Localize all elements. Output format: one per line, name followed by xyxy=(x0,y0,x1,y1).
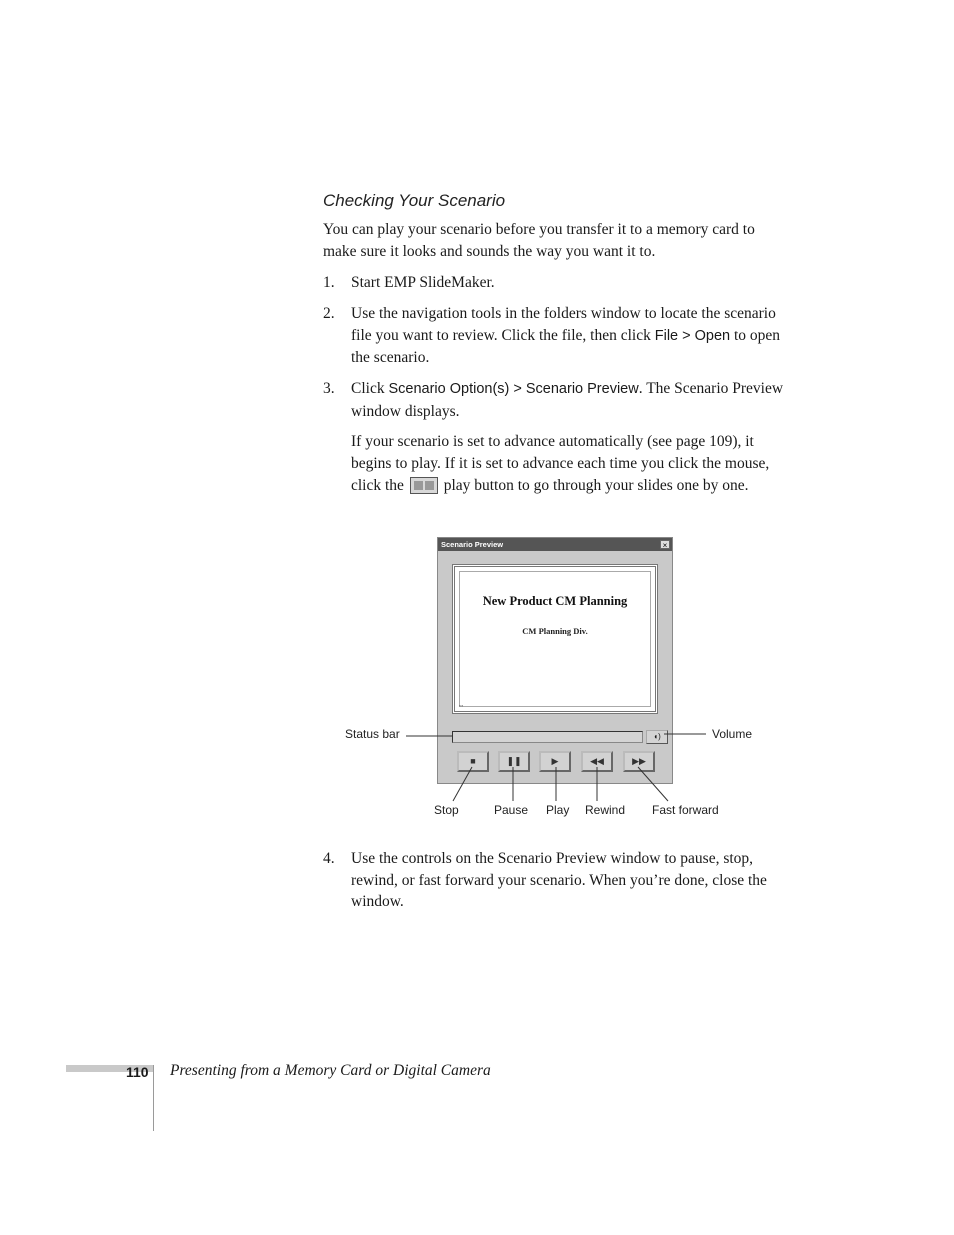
slide-subtitle: CM Planning Div. xyxy=(522,626,588,636)
slide-title: New Product CM Planning xyxy=(482,594,628,608)
file-open-command: File > Open xyxy=(654,327,731,344)
volume-icon[interactable]: ◖) xyxy=(646,730,668,744)
step-1-number: 1. xyxy=(323,274,335,291)
callout-pause: Pause xyxy=(494,803,529,817)
callout-volume: Volume xyxy=(712,727,753,741)
callout-play: Play xyxy=(546,803,570,817)
callout-status-bar: Status bar xyxy=(345,727,400,741)
step-4-number: 4. xyxy=(323,850,335,867)
footer-title: Presenting from a Memory Card or Digital Camera xyxy=(170,1062,491,1079)
callout-fast-forward: Fast forward xyxy=(652,803,719,817)
intro-paragraph: You can play your scenario before you transfer it to a memory card to make sure it looks and sounds the way you want it to. xyxy=(323,221,755,260)
step-3-note: If your scenario is set to advance automatically (see page 109), it begins to play. If it is set to advance each time you click the mouse, click the play button to go through your slides one by one. xyxy=(351,433,770,494)
callout-stop: Stop xyxy=(434,803,459,817)
footer-divider xyxy=(153,1065,154,1131)
rewind-icon: ◀◀ xyxy=(590,756,604,766)
slide-footnote: ▪▪▪ xyxy=(459,703,464,708)
section-heading: Checking Your Scenario xyxy=(323,191,506,210)
pause-icon: ❚❚ xyxy=(506,756,522,766)
page-number: 110 xyxy=(126,1064,149,1080)
fast-forward-icon: ▶▶ xyxy=(632,756,646,766)
step-3-number: 3. xyxy=(323,380,335,397)
play-icon: ▶ xyxy=(551,756,559,766)
step-2-number: 2. xyxy=(323,305,335,322)
step-3-text: Click Scenario Option(s) > Scenario Preview. The Scenario Preview window displays. xyxy=(351,380,784,420)
step-1-text: Start EMP SlideMaker. xyxy=(351,274,495,291)
step-2-text: Use the navigation tools in the folders window to locate the scenario file you want to review. Click the file, then click File > Open to open the scenario. xyxy=(351,305,781,366)
close-icon[interactable]: × xyxy=(660,540,670,549)
scenario-preview-command: Scenario Option(s) > Scenario Preview xyxy=(388,381,639,397)
callout-rewind: Rewind xyxy=(585,803,626,817)
step-4-text: Use the controls on the Scenario Preview window to pause, stop, rewind, or fast forward your scenario. When you’re done, close the window. xyxy=(351,850,767,910)
window-title: Scenario Preview xyxy=(438,538,672,551)
stop-icon: ■ xyxy=(470,756,476,766)
